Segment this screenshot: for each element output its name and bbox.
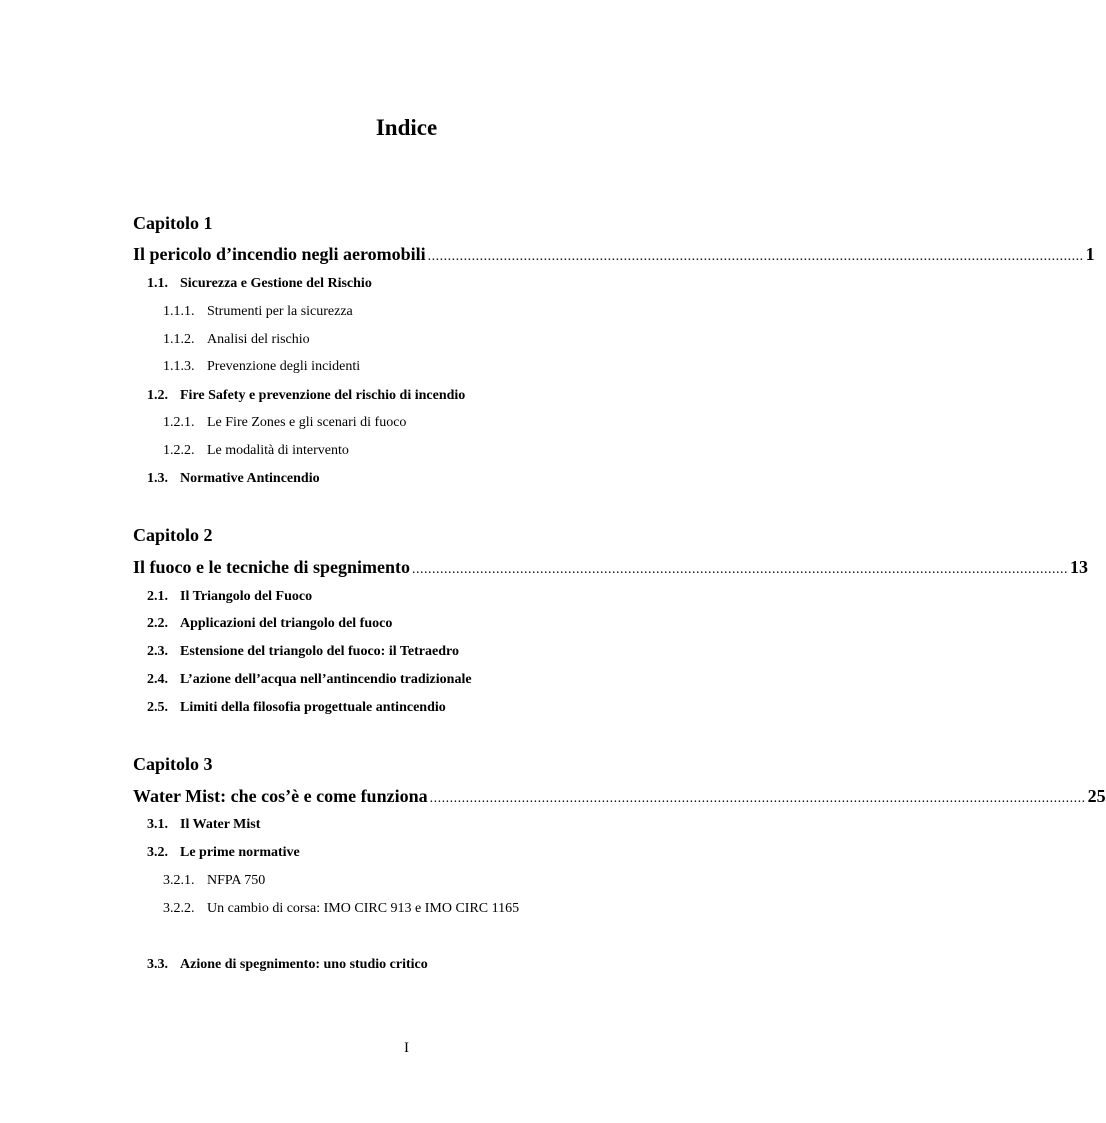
toc-section[interactable]	[147, 387, 465, 405]
chapter-entry[interactable]	[133, 556, 1088, 578]
section-number: 2.5.	[147, 700, 168, 715]
subsection-title: Prevenzione degli incidenti	[207, 359, 361, 374]
section-number: 3.3.	[147, 957, 168, 972]
section-number: 3.2.	[147, 845, 168, 860]
chapter-label: Capitolo 2	[133, 525, 213, 545]
toc-subsection[interactable]	[163, 331, 310, 349]
section-number: 1.2.	[147, 388, 168, 403]
chapter-page-number: 1	[1085, 244, 1095, 264]
subsection-number: 1.2.1.	[163, 415, 195, 430]
chapter-page-number: 25	[1087, 786, 1106, 806]
chapter-title: Il pericolo d’incendio negli aeromobili	[133, 244, 426, 264]
chapter-title: Water Mist: che cos’è e come funziona	[133, 786, 428, 806]
toc-section[interactable]	[147, 699, 446, 717]
subsection-number: 1.1.2.	[163, 332, 195, 347]
page-number: I	[404, 1040, 409, 1056]
toc-section[interactable]	[147, 671, 472, 689]
subsection-number: 1.1.1.	[163, 304, 195, 319]
subsection-title: Strumenti per la sicurezza	[207, 304, 353, 319]
section-number: 2.4.	[147, 672, 168, 687]
section-title: Azione di spegnimento: uno studio critico	[180, 957, 428, 972]
subsection-title: Le Fire Zones e gli scenari di fuoco	[207, 415, 407, 430]
subsection-number: 1.2.2.	[163, 443, 195, 458]
subsection-number: 1.1.3.	[163, 359, 195, 374]
leader-dots: ....................................................................................................................................................................	[429, 791, 1086, 806]
subsection-title: Le modalità di intervento	[207, 443, 349, 458]
leader-dots: ....................................................................................................................................................................	[411, 562, 1068, 577]
chapter-label: Capitolo 1	[133, 213, 213, 233]
toc-subsection[interactable]	[163, 872, 265, 890]
page-title: Indice	[375, 115, 438, 140]
toc-section[interactable]	[147, 643, 459, 661]
toc-subsection[interactable]	[163, 414, 406, 432]
section-title: Limiti della filosofia progettuale antincendio	[180, 700, 446, 715]
toc-subsection[interactable]	[163, 303, 353, 321]
toc-section[interactable]	[147, 615, 392, 633]
section-title: Il Triangolo del Fuoco	[180, 589, 313, 604]
section-title: Il Water Mist	[180, 817, 261, 832]
section-number: 1.1.	[147, 276, 168, 291]
section-title: Le prime normative	[180, 845, 300, 860]
section-title: L’azione dell’acqua nell’antincendio tradizionale	[180, 672, 472, 687]
toc-section[interactable]	[147, 470, 320, 488]
section-title: Applicazioni del triangolo del fuoco	[180, 616, 393, 631]
toc-section[interactable]	[147, 844, 300, 862]
chapter-entry[interactable]	[133, 243, 1095, 265]
section-number: 3.1.	[147, 817, 168, 832]
section-number: 2.2.	[147, 616, 168, 631]
toc-section[interactable]	[147, 275, 372, 293]
toc-subsection[interactable]	[163, 900, 519, 918]
chapter-page-number: 13	[1069, 557, 1088, 577]
subsection-title: Analisi del rischio	[207, 332, 310, 347]
section-number: 2.1.	[147, 589, 168, 604]
section-title: Normative Antincendio	[180, 471, 320, 486]
toc-subsection[interactable]	[163, 358, 360, 376]
toc-subsection[interactable]	[163, 442, 349, 460]
subsection-number: 3.2.2.	[163, 901, 195, 916]
section-number: 2.3.	[147, 644, 168, 659]
subsection-number: 3.2.1.	[163, 873, 195, 888]
leader-dots: ....................................................................................................................................................................	[427, 249, 1084, 264]
subsection-title: Un cambio di corsa: IMO CIRC 913 e IMO CIRC 1165	[207, 901, 520, 916]
subsection-title: NFPA 750	[207, 873, 266, 888]
section-title: Fire Safety e prevenzione del rischio di incendio	[180, 388, 466, 403]
chapter-label: Capitolo 3	[133, 754, 213, 774]
toc-section[interactable]	[147, 816, 260, 834]
chapter-entry[interactable]	[133, 785, 1106, 807]
toc-section[interactable]	[147, 588, 312, 606]
section-number: 1.3.	[147, 471, 168, 486]
chapter-title: Il fuoco e le tecniche di spegnimento	[133, 557, 410, 577]
toc-section[interactable]	[147, 956, 428, 974]
section-title: Estensione del triangolo del fuoco: il Tetraedro	[180, 644, 459, 659]
section-title: Sicurezza e Gestione del Rischio	[180, 276, 372, 291]
